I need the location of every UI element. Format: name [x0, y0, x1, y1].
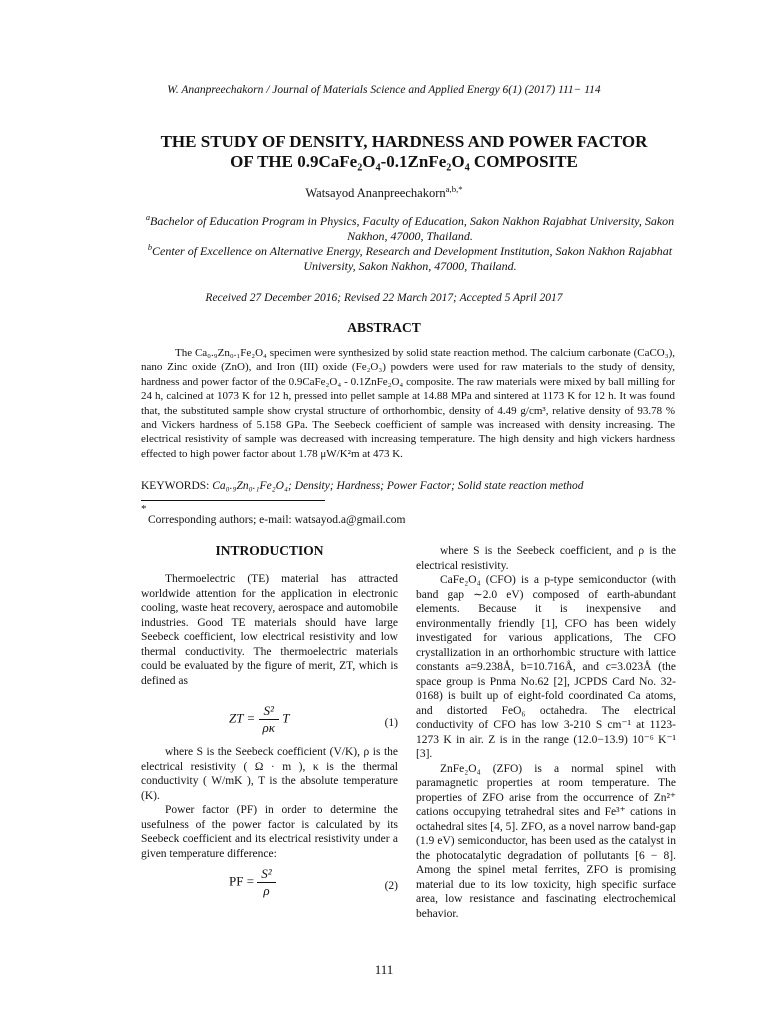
equation-2-lhs: PF =: [229, 873, 255, 889]
author-marks: a,b,*: [445, 183, 463, 194]
equation-1-tail: T: [282, 710, 290, 726]
affiliation-a-mark: a: [145, 213, 151, 222]
equation-1-body: [229, 703, 289, 736]
footnote-mark: *: [141, 503, 147, 515]
equation-2-fraction: [257, 866, 275, 899]
abstract-heading: ABSTRACT: [347, 320, 421, 335]
footnote-divider: [141, 500, 325, 501]
affiliation-b-text: Center of Excellence on Alternative Energy, Research and Development Institution, Sakon Nakhon Rajabhat University, Sakon Nakhon, 47000, Thailand.: [152, 244, 673, 273]
running-head: W. Ananpreechakorn / Journal of Materials Science and Applied Energy 6(1) (2017) 111− 114: [167, 84, 601, 96]
equation-1: [141, 703, 398, 747]
author-line: [0, 183, 768, 201]
author-name: Watsayod Ananpreechakorn: [305, 186, 446, 200]
title-line-2: OF THE 0.9CaFe₂O₄-0.1ZnFe₂O₄ COMPOSITE: [230, 152, 578, 171]
title-line-1: THE STUDY OF DENSITY, HARDNESS AND POWER FACTOR: [160, 132, 648, 151]
article-dates: Received 27 December 2016; Revised 22 March 2017; Accepted 5 April 2017: [205, 292, 563, 304]
intro-p5: CaFe₂O₄ (CFO) is a p-type semiconductor (with band gap ∼2.0 eV) composed of earth-abundant elements. Because it is inexpensive and environmentally friendly [1], CFO has been widely investigated for various applications, The CFO crystallization in an orthorhombic structure with lattice constants a=9.238Å, b=10.716Å, and c=3.023Å (the space group is Pnma No.62 [2], JCPDS Card No. 32-0168) is built up of eight-fold coordinated Ca atoms, and distorted FeO₆ octahedra. The electrical conductivity of CFO has low 3-210 S cm⁻¹ at 1123-1273 K in air. Z is in the range (12.0−13.9) 10⁻⁶ K⁻¹ [3].: [416, 574, 676, 760]
equation-2-body: [229, 866, 276, 899]
page-number: 111: [374, 962, 394, 977]
equation-2-number: (2): [384, 880, 398, 892]
equation-1-number: (1): [384, 717, 398, 729]
intro-p4: where S is the Seebeck coefficient, and ρ is the electrical resistivity.: [416, 545, 676, 572]
equation-2: [141, 866, 398, 910]
keywords: [141, 480, 681, 492]
intro-paragraph-1: [141, 572, 398, 688]
equation-1-lhs: ZT =: [229, 710, 256, 726]
affiliation-a: [140, 214, 680, 244]
intro-p3: Power factor (PF) in order to determine the usefulness of the power factor is calculated by its Seebeck coefficient and its electrical resistivity under a given temperature difference:: [141, 804, 398, 860]
equation-1-fraction: [259, 703, 279, 736]
affiliations: [140, 214, 680, 274]
equation-1-denominator: ρκ: [262, 720, 275, 735]
intro-p1: Thermoelectric (TE) material has attracted worldwide attention for the application in electronic cooling, waste heat recovery, aerospace and automobile industries. Good TE materials should have large Seebeck coefficient, low electrical resistivity and low thermal conductivity. The thermoelectric materials could be evaluated by the figure of merit, ZT, which is defined as: [141, 573, 398, 687]
abstract-text: [141, 346, 675, 461]
keywords-list: Ca₀.₉Zn₀.₁Fe₂O₄; Density; Hardness; Power Factor; Solid state reaction method: [212, 480, 584, 492]
article-title: [80, 132, 728, 172]
introduction-heading: INTRODUCTION: [215, 543, 324, 558]
equation-2-numerator: S²: [257, 866, 275, 883]
abstract-body: The Ca₀.₉Zn₀.₁Fe₂O₄ specimen were synthesized by solid state reaction method. The calcium carbonate (CaCO₃), nano Zinc oxide (ZnO), and Iron (III) oxide (Fe₂O₃) powders were used for raw materials to the study of density, hardness and power factor of the 0.9CaFe₂O₄ - 0.1ZnFe₂O₄ composite. The raw materials were mixed by ball milling for 24 h, calcined at 1073 K for 12 h, pressed into pellet sample at 14.88 MPa and sintered at 1173 K for 12 h. It was found that, the substituted sample show crystal structure of orthorhombic, density of 4.49 g/cm³, relative density of 93.78 % and Vickers hardness of 5.158 GPa. The Seebeck coefficient of sample was increased with density increasing. The electrical resistivity of sample was decreased with increasing temperature. The high density and high vickers hardness effected to high power factor about 1.78 μW/K²m at 473 K.: [141, 347, 675, 460]
intro-p2: where S is the Seebeck coefficient (V/K), ρ is the electrical resistivity ( Ω · m ), κ is the thermal conductivity ( W/mK ), T is the absolute temperature (K).: [141, 746, 398, 802]
affiliation-a-text: Bachelor of Education Program in Physics, Faculty of Education, Sakon Nakhon Rajabhat University, Sakon Nakhon, 47000, Thailand.: [150, 214, 675, 243]
footnote-text: Corresponding authors; e-mail: watsayod.a@gmail.com: [148, 514, 406, 526]
keywords-label: KEYWORDS:: [141, 480, 210, 492]
intro-p6: ZnFe₂O₄ (ZFO) is a normal spinel with paramagnetic properties at room temperature. The properties of ZFO arise from the occurrence of Zn²⁺ cations occupying tetrahedral sites and Fe³⁺ cations in octahedral sites [4, 5]. ZFO, as a novel narrow band-gap (1.9 eV) semiconductor, has been used as the catalyst in the photocatalytic degradation of pollutants [6 − 8]. Among the spinel metal ferrites, ZFO is promising material due to its low toxicity, high specific surface area, low resistance and fascinating electrochemical behavior.: [416, 762, 676, 920]
intro-paragraph-2: [141, 745, 398, 861]
equation-1-numerator: S²: [259, 703, 279, 720]
affiliation-b: [140, 244, 680, 274]
right-column: [416, 544, 676, 921]
equation-2-denominator: ρ: [263, 883, 270, 898]
affiliation-b-mark: b: [147, 243, 153, 252]
